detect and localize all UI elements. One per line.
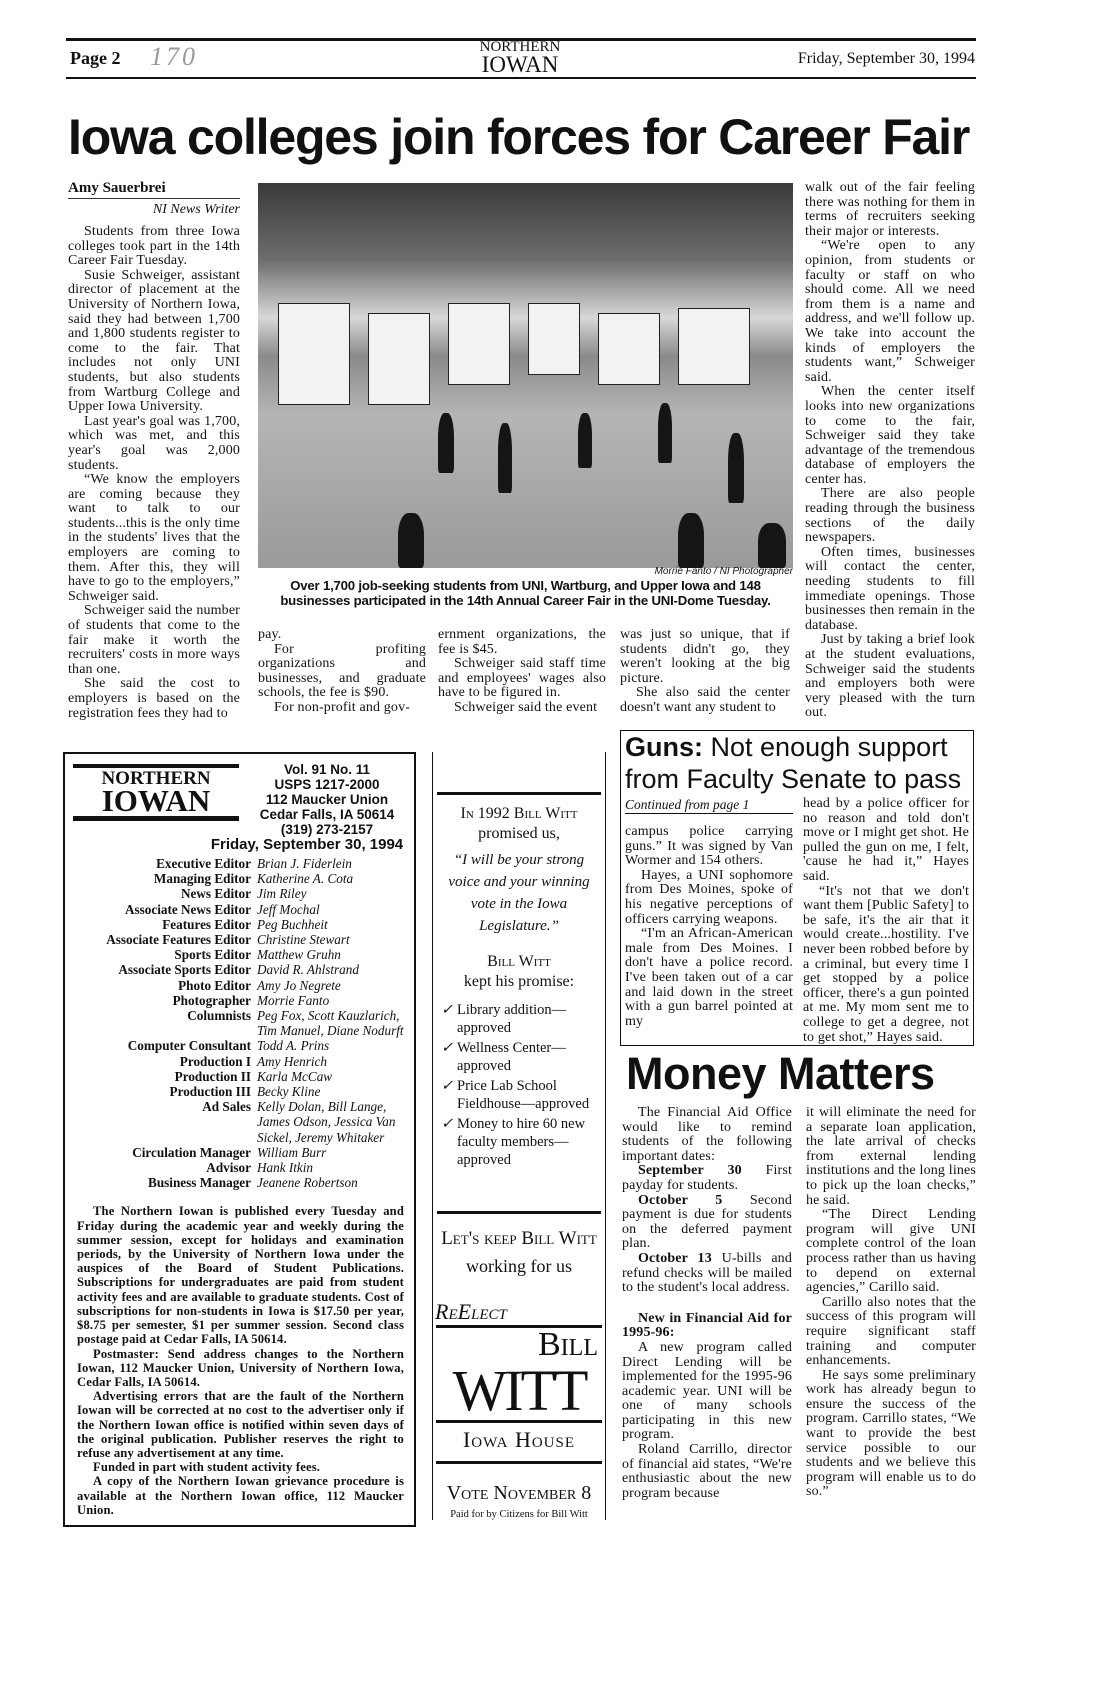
ad-promise-item (441, 1001, 601, 1037)
staff-role: Computer Consultant (127, 1038, 251, 1054)
ad-big-first: Bill (538, 1326, 598, 1363)
paragraph: Funded in part with student activity fees. (93, 1460, 321, 1475)
paragraph: Roland Carrillo, director of financial aid states, “We're enthusiastic about the new program because (622, 1442, 792, 1501)
header-logo-bottom: IOWAN (481, 52, 559, 77)
money-column-1 (622, 1106, 792, 1501)
ad-promise-item (441, 1039, 601, 1075)
money-dates (622, 1164, 792, 1295)
ad-promise-list (441, 1001, 601, 1169)
paragraph: pay. (258, 627, 282, 642)
staff-role: Managing Editor (153, 871, 251, 887)
staff-role: Ad Sales (202, 1099, 251, 1115)
paragraph: Advertising errors that are the fault of the Northern Iowan will be corrected at no cost to the advertiser only if the Northern Iowan office is notified within seven days of the original publication. Publisher reserves the right to refuse any advertisement at any time. (77, 1389, 404, 1460)
staff-name: David R. Ahlstrand (257, 962, 359, 978)
staff-role: Associate Sports Editor (118, 962, 251, 978)
staff-role: Production I (179, 1053, 251, 1069)
staff-row (65, 902, 414, 917)
staff-name: Katherine A. Cota (257, 871, 354, 887)
guns-story-box (620, 730, 974, 1046)
photo-credit: Morrie Fanto / NI Photographer (654, 566, 793, 577)
staff-name: Kelly Dolan, Bill Lange, James Odson, Jessica Van Sickel, Jeremy Whitaker (257, 1099, 396, 1145)
date-text: U-bills and refund checks will be mailed to the student's local address. (622, 1250, 792, 1296)
staff-role: Associate News Editor (125, 901, 251, 917)
paragraph: “We know the employers are coming because they want to talk to our students...this is the only time in the students' lives that the employers are coming to them. After this, they will have to go to the employers,” Schweiger said. (68, 472, 240, 604)
guns-continued: Continued from page 1 (625, 797, 793, 814)
career-fair-photo (258, 183, 793, 568)
byline: Amy Sauerbrei (68, 180, 240, 199)
paragraph: Often times, businesses will contact the center, needing students to fill immediate openings. Those businesses then remain in the database. (805, 544, 975, 633)
masthead-info-line: Vol. 91 No. 11 (283, 762, 371, 777)
staff-role: Executive Editor (156, 856, 251, 871)
ad-office: Iowa House (436, 1427, 602, 1464)
header-date: Friday, September 30, 1994 (797, 50, 975, 67)
paragraph: was just so unique, that if students didn't go, they weren't looking at the big picture. (620, 627, 790, 686)
staff-name: Jeff Mochal (257, 901, 320, 917)
paragraph: Postmaster: Send address changes to the Northern Iowan, 112 Maucker Union, University of Northern Iowa, Cedar Falls, IA 50614. (77, 1346, 404, 1389)
staff-row (65, 947, 414, 962)
staff-name: Christine Stewart (257, 932, 350, 948)
page-number: Page 2 (70, 48, 121, 68)
ad-vote: Vote November 8 (446, 1482, 592, 1504)
paragraph: A new program called Direct Lending will be implemented for the 1995-96 academic year. UNI will be one of many schools participating in this new program. (622, 1339, 792, 1443)
masthead-notices (77, 1204, 404, 1516)
paragraph: Carillo also notes that the success of this program will require significant staff training and computer enhancements. (806, 1294, 976, 1369)
paragraph: Schweiger said staff time and employees' wages also have to be figured in. (438, 656, 606, 701)
lead-column-4 (620, 628, 790, 716)
staff-name: William Burr (257, 1144, 327, 1160)
staff-row (65, 962, 414, 977)
staff-name: Jeanene Robertson (257, 1175, 358, 1191)
staff-row (65, 1145, 414, 1160)
paragraph: She also said the center doesn't want any student to (620, 685, 790, 715)
staff-name: Matthew Gruhn (257, 947, 341, 963)
staff-row (65, 917, 414, 932)
staff-row (65, 1099, 414, 1145)
masthead-box (63, 752, 416, 1527)
staff-role: Columnists (187, 1008, 251, 1024)
staff-name: Hank Itkin (257, 1160, 314, 1176)
staff-role: Circulation Manager (132, 1144, 251, 1160)
guns-column-2 (803, 797, 969, 1045)
paragraph: head by a police officer for no reason and told don't move or I might get shot. He pulled the gun on me, I felt, 'cause he had it,” Hayes said. (803, 796, 969, 884)
staff-role: News Editor (181, 886, 251, 902)
masthead-info-line: Cedar Falls, IA 50614 (259, 807, 395, 822)
check-mark-icon: ✓ (441, 1002, 454, 1018)
money-subhead: New in Financial Aid for 1995-96: (622, 1310, 792, 1341)
staff-row (65, 856, 414, 871)
important-date (622, 1164, 792, 1193)
paragraph: For profiting organizations and businesses, and graduate schools, the fee is $90. (258, 641, 426, 701)
handwritten-note: 170 (150, 42, 198, 71)
paragraph: “It's not that we don't want them [Public Safety] to be safe, it's the air that it would create...hostility. I've never been robbed before by a criminal, but every time I get stopped by a police officer, there's a gun pointed at me. My mom sent me to college to get a degree, not to get shot,” Hayes said. (803, 883, 969, 1045)
masthead-info-line: (319) 273-2157 (280, 822, 374, 837)
staff-row (65, 1054, 414, 1069)
ad-promise-text: Wellness Center—approved (457, 1040, 566, 1074)
staff-role: Advisor (206, 1160, 251, 1176)
lead-column-1 (68, 225, 240, 721)
ad-intro-text: In 1992 Bill Witt (460, 805, 578, 822)
staff-name: Amy Jo Negrete (257, 977, 341, 993)
masthead-body (65, 856, 414, 1525)
staff-row (65, 1175, 414, 1190)
lead-column-2 (258, 628, 426, 716)
staff-name: Amy Henrich (257, 1053, 327, 1069)
headline: Iowa colleges join forces for Career Fair (68, 109, 970, 165)
staff-row (65, 1008, 414, 1038)
paragraph: Students from three Iowa colleges took part in the 14th Career Fair Tuesday. (68, 224, 240, 269)
ad-kept: kept his promise: (463, 973, 575, 990)
money-column-1-rest (622, 1341, 792, 1502)
staff-name: Morrie Fanto (257, 992, 330, 1008)
ad-quote: “I will be your strong voice and your winning vote in the Iowa Legislature.” (448, 852, 590, 934)
ad-promise-item (441, 1077, 601, 1113)
paragraph: Schweiger said the event (454, 699, 598, 715)
header-bottom-rule (66, 77, 976, 79)
staff-row (65, 1160, 414, 1175)
staff-list (65, 856, 414, 1190)
photo-caption: Over 1,700 job-seeking students from UNI, Wartburg, and Upper Iowa and 148 businesses participated in the 14th Annual Career Fair in the UNI-Dome Tuesday. (280, 578, 771, 608)
ad-promise-text: Library addition—approved (457, 1002, 567, 1036)
staff-role: Photographer (172, 992, 251, 1008)
paragraph: “The Direct Lending program will give UNI complete control of the loan process rather than us having to depend on external agencies,” Carillo said. (806, 1207, 976, 1296)
staff-role: Sports Editor (174, 947, 251, 963)
ad-promised: promised us, (478, 825, 560, 842)
ad-working: working for us (466, 1256, 572, 1276)
ad-paid-by: Paid for by Citizens for Bill Witt (450, 1509, 588, 1520)
important-date (622, 1194, 792, 1252)
staff-role: Production II (174, 1068, 251, 1084)
masthead-info-line: 112 Maucker Union (265, 792, 389, 807)
ad-promise-text: Money to hire 60 new faculty members—approved (457, 1116, 586, 1168)
byline-title: NI News Writer (152, 202, 240, 217)
lead-column-5 (805, 181, 975, 721)
byline-block (68, 180, 240, 218)
paragraph: Just by taking a brief look at the student evaluations, Schweiger said the students and employers both were very pleased with the turn out. (805, 632, 975, 721)
staff-role: Associate Features Editor (106, 932, 251, 948)
lead-column-3 (438, 628, 606, 716)
staff-row (65, 886, 414, 901)
ad-big-name (436, 1325, 602, 1423)
paragraph: He says some preliminary work has already begun to ensure the success of the program. Carrillo states, “We want to provide the best service possible to our students and we believe this program will enable us to do so.” (806, 1367, 976, 1500)
paragraph: ernment organizations, the fee is $45. (438, 627, 606, 657)
staff-row (65, 932, 414, 947)
staff-name: Peg Buchheit (257, 916, 328, 932)
money-column-2 (806, 1106, 976, 1500)
date-label: October 5 (638, 1192, 723, 1208)
ad-promise-text: Price Lab School Fieldhouse—approved (457, 1078, 590, 1112)
masthead-logo (73, 764, 239, 821)
paragraph: it will eliminate the need for a separate loan application, the late arrival of checks from external lending institutions and the long lines to pick up the loan checks,” he said. (806, 1105, 976, 1208)
paragraph: Susie Schweiger, assistant director of placement at the University of Northern Iowa, said they had between 1,700 and 1,800 students register to come to the fair. That includes not only UNI students, but also students from Wartburg College and Upper Iowa University. (68, 267, 240, 415)
money-headline: Money Matters (626, 1048, 935, 1099)
date-label: October 13 (638, 1250, 712, 1266)
ad-keep: Let's keep Bill Witt (441, 1228, 597, 1249)
staff-row (65, 1038, 414, 1053)
paragraph: Hayes, a UNI sophomore from Des Moines, spoke of his negative perceptions of officers carrying weapons. (625, 867, 793, 927)
money-intro: The Financial Aid Office would like to remind students of the following important dates: (622, 1105, 792, 1164)
paragraph: A copy of the Northern Iowan grievance procedure is available at the Northern Iowan office, 112 Maucker Union. (77, 1474, 404, 1517)
ad-promise-item (441, 1115, 601, 1169)
staff-name: Becky Kline (257, 1084, 321, 1100)
staff-name: Peg Fox, Scott Kauzlarich, Tim Manuel, Diane Nodurft (257, 1008, 404, 1039)
paragraph: “I'm an African-American male from Des Moines. I don't have a police record. I've been taken out of a car and laid down in the street with a gun barrel pointed at my (625, 926, 793, 1029)
staff-row (65, 978, 414, 993)
staff-name: Brian J. Fiderlein (257, 856, 352, 871)
ad-name: Bill Witt (487, 953, 551, 970)
masthead-info-line: USPS 1217-2000 (274, 777, 380, 792)
important-date (622, 1252, 792, 1296)
staff-row (65, 871, 414, 886)
guns-headline-rest: Not enough support from Faculty Senate to pass (625, 732, 962, 794)
staff-role: Business Manager (148, 1175, 251, 1191)
staff-name: Todd A. Prins (257, 1038, 330, 1054)
header-logo-top: NORTHERN (479, 39, 561, 55)
paragraph: Schweiger said the number of students that come to the fair make it worth the recruiters' costs in more ways than one. (68, 603, 240, 677)
header-logo (470, 40, 570, 75)
guns-headline-bold: Guns: (625, 732, 703, 762)
masthead-info-line: Friday, September 30, 1994 (210, 836, 404, 853)
paragraph: campus police carrying guns.” It was signed by Van Wormer and 154 others. (625, 824, 793, 869)
date-text: Second payment is due for students on the deferred payment plan. (622, 1192, 793, 1252)
masthead-logo-top: NORTHERN (101, 768, 211, 789)
paragraph: For non-profit and gov- (274, 699, 411, 715)
check-mark-icon: ✓ (441, 1078, 454, 1094)
paragraph: walk out of the fair feeling there was nothing for them in terms of recruiters seeking their major or interests. (805, 180, 975, 239)
ad-intro (433, 805, 605, 823)
paragraph: There are also people reading through the business sections of the daily newspapers. (805, 486, 975, 546)
check-mark-icon: ✓ (441, 1116, 454, 1132)
masthead-logo-bottom: IOWAN (101, 783, 211, 818)
staff-role: Production III (169, 1084, 251, 1100)
staff-row (65, 1084, 414, 1099)
paragraph: The Northern Iowan is published every Tuesday and Friday during the academic year and weekly during the summer session, except for holidays and examination periods, by the University of Northern Iowa under the auspices of the Board of Student Publications. Subscriptions for undergraduates are paid from student activity fees and are available to graduate students. Cost of subscriptions for non-students in Iowa is $17.50 per year, $8.75 per semester, $1 per summer session. Second class postage paid at Cedar Falls, IA 50614. (77, 1204, 404, 1347)
paragraph: She said the cost to employers is based on the registration fees they had to (68, 676, 240, 721)
masthead-info (210, 762, 411, 853)
ad-reelect: ReElect (435, 1299, 507, 1324)
staff-name: Jim Riley (257, 886, 307, 902)
check-mark-icon: ✓ (441, 1040, 454, 1056)
paragraph: “We're open to any opinion, from students or faculty or staff on who should come. All we need from them is a name and address, and we'll follow up. We take into account the kinds of employers the students want,” Schweiger said. (805, 238, 975, 385)
paragraph: Last year's goal was 1,700, which was met, and this year's goal was 2,000 students. (68, 413, 240, 473)
ad-big-last: WITT (452, 1358, 586, 1423)
guns-headline (625, 731, 970, 795)
staff-name: Karla McCaw (257, 1068, 333, 1084)
staff-row (65, 993, 414, 1008)
paragraph: When the center itself looks into new organizations to come to the fair, Schweiger said they take advantage of the tremendous database of employers the center has. (805, 384, 975, 487)
bill-witt-ad (432, 752, 606, 1520)
staff-role: Photo Editor (178, 977, 251, 993)
staff-role: Features Editor (162, 916, 251, 932)
date-text: First payday for students. (622, 1163, 792, 1193)
guns-column-1 (625, 825, 793, 1029)
staff-row (65, 1069, 414, 1084)
date-label: September 30 (638, 1163, 742, 1179)
